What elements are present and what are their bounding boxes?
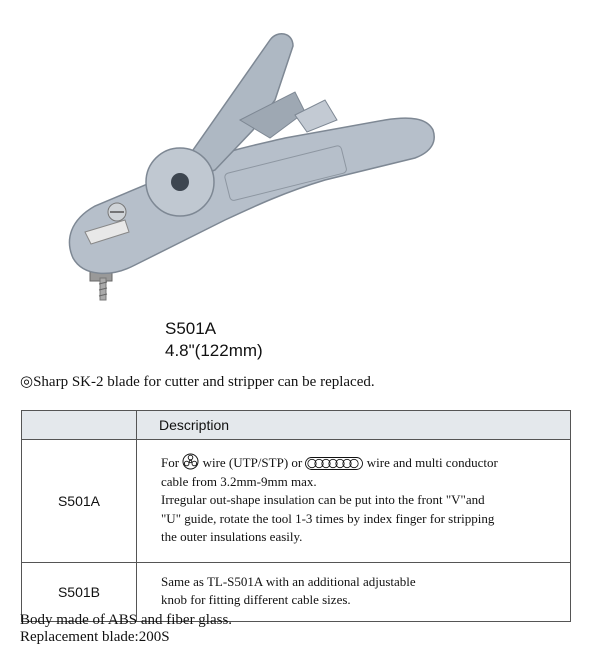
cable-stripper-image [55, 20, 445, 310]
replacement-blade-line [20, 629, 232, 646]
description-text: wire (UTP/STP) or [199, 455, 306, 471]
row-model: S501A [22, 440, 137, 563]
description-text: For [161, 455, 183, 471]
spec-table [21, 410, 571, 622]
description-line: knob for fitting different cable sizes. [161, 592, 351, 607]
header-model-cell [22, 411, 137, 440]
table-row [22, 440, 571, 563]
description-line: "U" guide, rotate the tool 1-3 times by index finger for stripping [161, 510, 495, 526]
tool-size: 4.8"(122mm) [165, 341, 263, 360]
body-material-line: Body made of ABS and fiber glass. [20, 612, 233, 628]
replacement-blade-label: Replacement blade: [20, 629, 139, 645]
table-header-row [22, 411, 571, 440]
product-caption [165, 318, 263, 362]
footer-notes [20, 612, 232, 646]
replacement-blade-value: 200S [138, 629, 170, 645]
description-line: the outer insulations easily. [161, 529, 303, 545]
screw-icon [90, 272, 112, 300]
coiled-wire-icon [305, 457, 363, 470]
row-model: S501B [22, 563, 137, 622]
description-line: cable from 3.2mm-9mm max. [161, 473, 317, 489]
description-line [161, 453, 560, 473]
description-line: Irregular out-shape insulation can be put into the front "V"and [161, 492, 485, 508]
twisted-pair-wire-icon [182, 453, 199, 470]
description-line: Same as TL-S501A with an additional adjustable [161, 573, 416, 589]
header-description-cell: Description [137, 411, 571, 440]
row-description [137, 440, 571, 563]
blade-note: ◎Sharp SK-2 blade for cutter and stripper can be replaced. [20, 374, 375, 390]
model-number: S501A [165, 319, 217, 338]
description-text: wire and multi conductor [363, 455, 498, 471]
